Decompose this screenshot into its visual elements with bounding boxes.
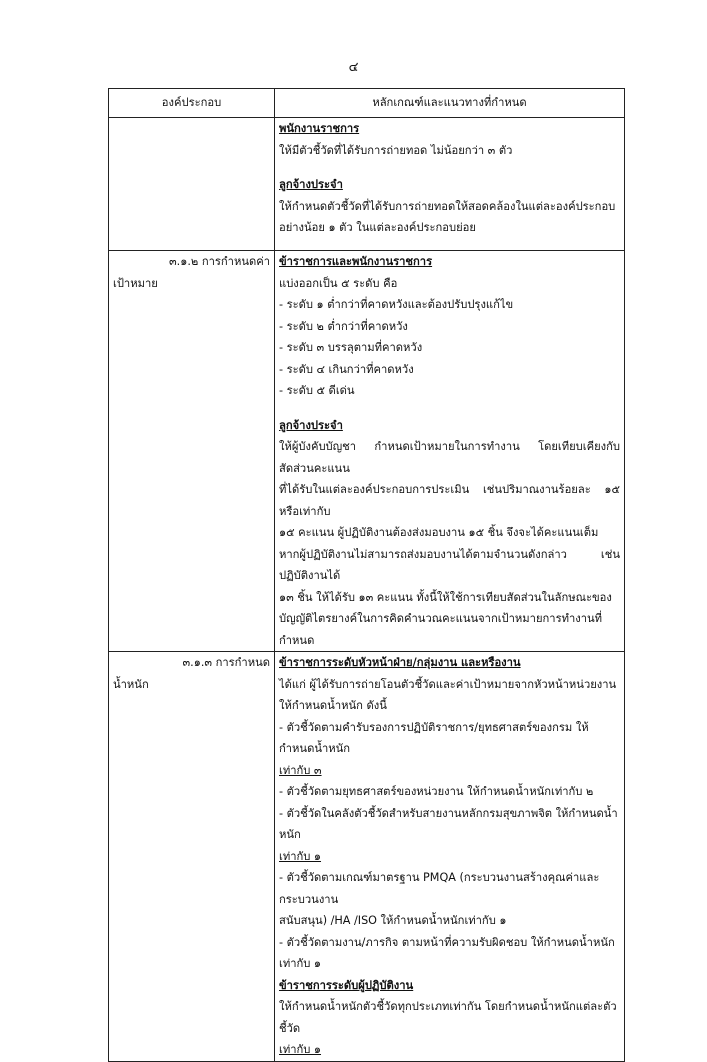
- text-line: หากผู้ปฏิบัติงานไม่สามารถส่งมอบงานได้ตามจำนวนดังกล่าว เช่น ปฏิบัติงานได้: [279, 547, 620, 582]
- list-item: - ระดับ ๒ ต่ำกว่าที่คาดหวัง: [279, 319, 408, 333]
- criteria-cell: [275, 251, 625, 652]
- table-header-row: [109, 89, 625, 118]
- component-cell-empty: [109, 118, 275, 251]
- list-item: - ระดับ ๔ เกินกว่าที่คาดหวัง: [279, 362, 414, 376]
- component-label: ๓.๑.๓ การกำหนด: [182, 656, 270, 669]
- list-item: - ตัวชี้วัดในคลังตัวชี้วัดสำหรับสายงานหลักกรมสุขภาพจิต ให้กำหนดน้ำหนัก: [279, 806, 618, 841]
- section-title-permanent-employee: ลูกจ้างประจำ: [279, 418, 343, 432]
- text-line: ๑๕ คะแนน ผู้ปฏิบัติงานต้องส่งมอบงาน ๑๕ ชิ้น จึงจะได้คะแนนเต็ม: [279, 526, 599, 539]
- component-cell: [109, 251, 275, 652]
- text-line: ให้กำหนดตัวชี้วัดที่ได้รับการถ่ายทอดให้สอดคล้องในแต่ละองค์ประกอบ: [279, 199, 616, 213]
- text-line: บัญญัติไตรยางค์ในการคิดคำนวณคะแนนจากเป้าหมายการทำงานที่กำหนด: [279, 612, 603, 647]
- list-item: - ตัวชี้วัดตามคำรับรองการปฏิบัติราชการ/ยุทธศาสตร์ของกรม ให้กำหนดน้ำหนัก: [279, 720, 589, 755]
- section-title-government-employee: พนักงานราชการ: [279, 122, 360, 135]
- text-line: ให้กำหนดน้ำหนักตัวชี้วัดทุกประเภทเท่ากัน โดยกำหนดน้ำหนักแต่ละตัวชี้วัด: [279, 1000, 617, 1035]
- text-line: ได้แก่ ผู้ได้รับการถ่ายโอนตัวชี้วัดและค่าเป้าหมายจากหัวหน้าหน่วยงาน: [279, 677, 617, 691]
- text-line: ๑๓ ชิ้น ให้ได้รับ ๑๓ คะแนน ทั้งนี้ให้ใช้การเทียบสัดส่วนในลักษณะของ: [279, 590, 612, 604]
- criteria-cell: [275, 118, 625, 251]
- text-line: ให้กำหนดน้ำหนัก ดังนี้: [279, 699, 387, 712]
- column-header-criteria: หลักเกณฑ์และแนวทางที่กำหนด: [275, 89, 625, 118]
- list-item-continued: เท่ากับ ๓: [279, 763, 322, 777]
- text-line: ให้ผู้บังคับบัญชา กำหนดเป้าหมายในการทำงาน โดยเทียบเคียงกับสัดส่วนคะแนน: [279, 440, 620, 475]
- text-line: แบ่งออกเป็น ๕ ระดับ คือ: [279, 276, 398, 290]
- list-item-continued: เท่ากับ ๑: [279, 849, 322, 863]
- list-item: - ระดับ ๑ ต่ำกว่าที่คาดหวังและต้องปรับปรุงแก้ไข: [279, 298, 514, 311]
- page-number: ๔: [348, 60, 359, 75]
- list-item-continued: สนับสนุน) /HA /ISO ให้กำหนดน้ำหนักเท่ากับ ๑: [279, 914, 507, 927]
- criteria-table: [108, 88, 625, 1062]
- list-item: - ระดับ ๕ ดีเด่น: [279, 384, 355, 397]
- table-row: [109, 118, 625, 251]
- section-title-permanent-employee: ลูกจ้างประจำ: [279, 178, 343, 191]
- list-item: - ระดับ ๓ บรรลุตามที่คาดหวัง: [279, 341, 423, 354]
- list-item: - ตัวชี้วัดตามงาน/ภารกิจ ตามหน้าที่ความรับผิดชอบ ให้กำหนดน้ำหนักเท่ากับ ๑: [279, 935, 615, 970]
- list-item: - ตัวชี้วัดตามเกณฑ์มาตรฐาน PMQA (กระบวนงานสร้างคุณค่าและกระบวนงาน: [279, 871, 600, 906]
- section-title-operational-staff: ข้าราชการระดับผู้ปฏิบัติงาน: [279, 978, 414, 992]
- text-line: ที่ได้รับในแต่ละองค์ประกอบการประเมิน เช่นปริมาณงานร้อยละ ๑๕ หรือเท่ากับ: [279, 483, 620, 518]
- table-row: [109, 251, 625, 652]
- text-line: เท่ากับ ๑: [279, 1043, 322, 1056]
- section-title-civil-servants: ข้าราชการและพนักงานราชการ: [279, 255, 433, 268]
- column-header-component: องค์ประกอบ: [109, 89, 275, 118]
- component-label: ๓.๑.๒ การกำหนดค่า: [169, 255, 270, 268]
- list-item: - ตัวชี้วัดตามยุทธศาสตร์ของหน่วยงาน ให้กำหนดน้ำหนักเท่ากับ ๒: [279, 785, 594, 798]
- text-line: อย่างน้อย ๑ ตัว ในแต่ละองค์ประกอบย่อย: [279, 221, 476, 234]
- text-line: ให้มีตัวชี้วัดที่ได้รับการถ่ายทอด ไม่น้อยกว่า ๓ ตัว: [279, 143, 513, 157]
- component-label: เป้าหมาย: [113, 276, 158, 290]
- component-label: น้ำหนัก: [113, 677, 149, 691]
- section-title-section-heads: ข้าราชการระดับหัวหน้าฝ่าย/กลุ่มงาน และหรืองาน: [279, 656, 521, 669]
